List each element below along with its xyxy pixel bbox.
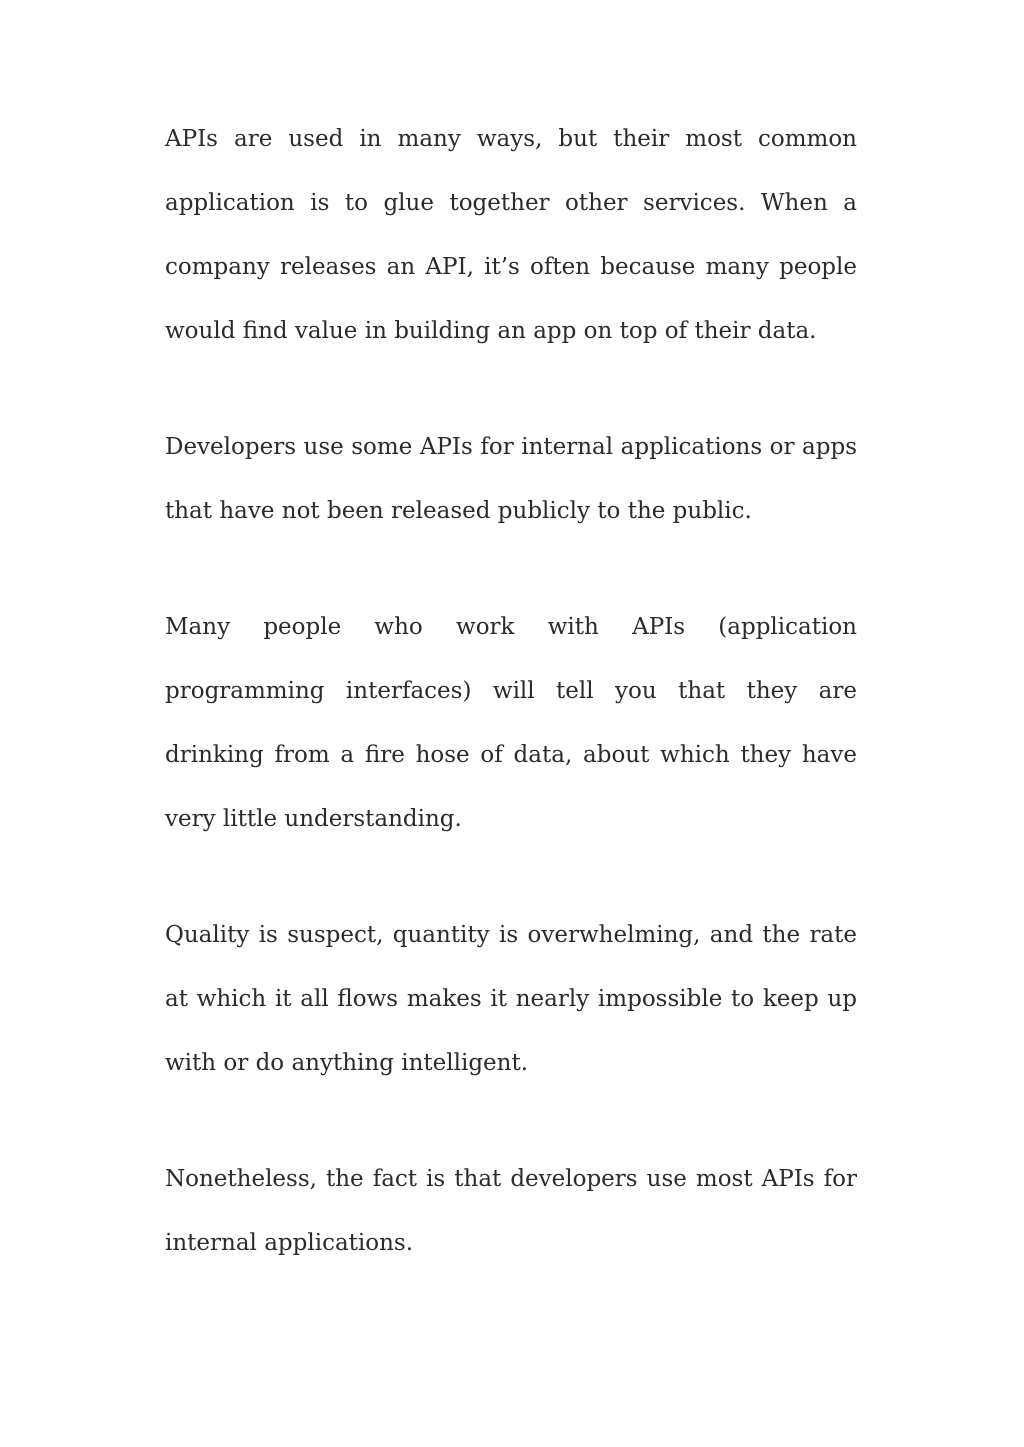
paragraph-nonetheless: Nonetheless, the fact is that developers use most APIs for internal applications. xyxy=(165,1166,857,1256)
paragraph-fire-hose: Many people who work with APIs (application programming interfaces) will tell you that they are drinking from a fire hose of data, about which they have very little understanding. xyxy=(165,614,857,832)
paragraph-internal-apps: Developers use some APIs for internal applications or apps that have not been released publicly to the public. xyxy=(165,434,857,524)
page-body xyxy=(165,107,857,1275)
paragraph-quality-quantity: Quality is suspect, quantity is overwhelming, and the rate at which it all flows makes it nearly impossible to keep up with or do anything intelligent. xyxy=(165,922,857,1076)
paragraph-apis-uses: APIs are used in many ways, but their most common application is to glue together other services. When a company releases an API, it’s often because many people would find value in building an app on top of their data. xyxy=(165,126,857,344)
